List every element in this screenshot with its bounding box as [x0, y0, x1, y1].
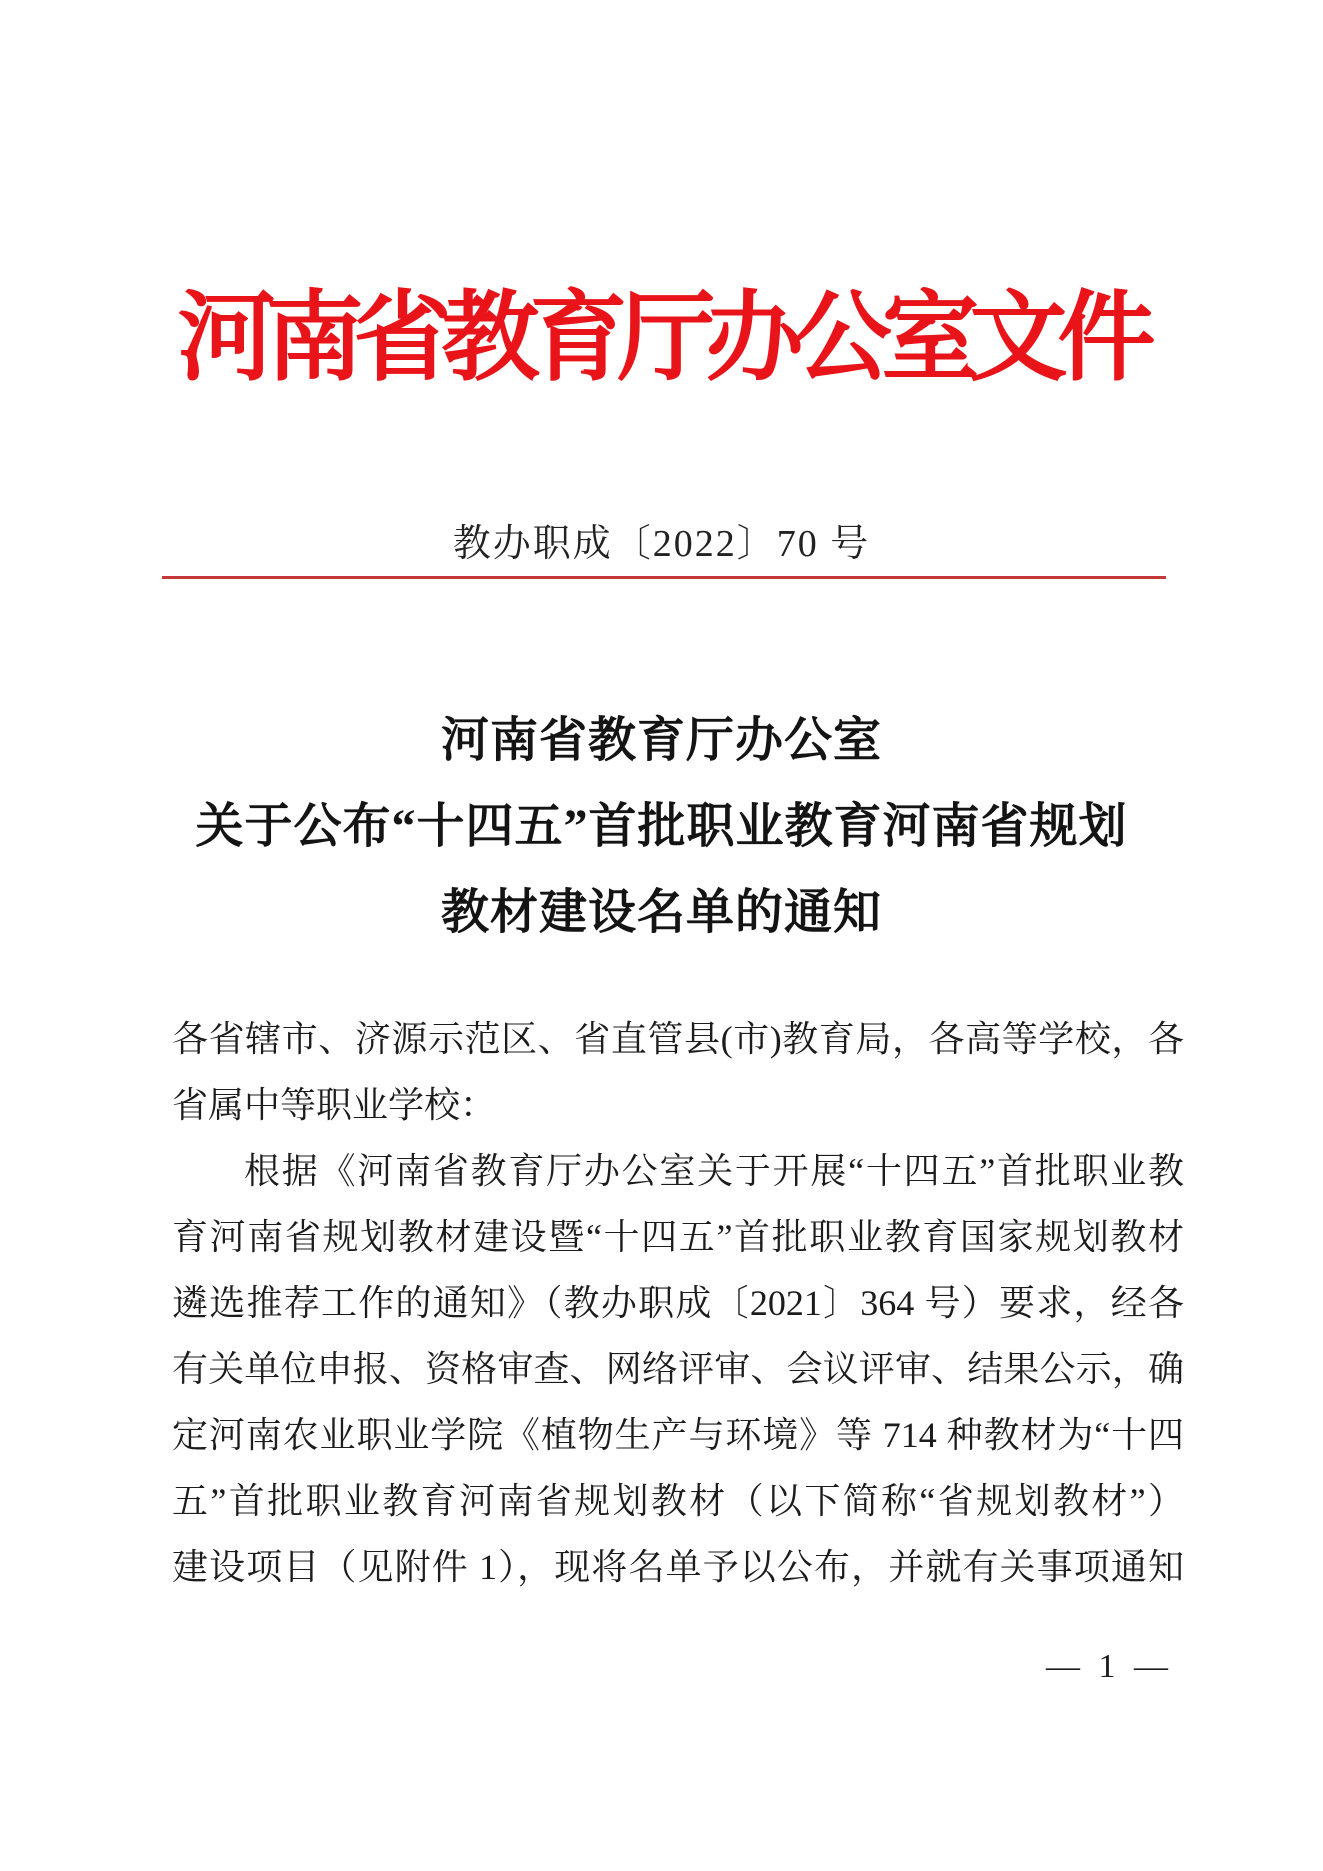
letterhead-title: 河南省教育厅办公室文件	[177, 285, 1146, 393]
body-line: 遴选推荐工作的通知》（教办职成〔2021〕364 号）要求，经各	[172, 1283, 1184, 1323]
notice-title-line-1: 河南省教育厅办公室	[440, 714, 882, 767]
body-line: 根据《河南省教育厅办公室关于开展“十四五”首批职业教	[244, 1151, 1184, 1191]
body-line: 有关单位申报、资格审查、网络评审、会议评审、结果公示，确	[172, 1349, 1184, 1389]
body-line: 五”首批职业教育河南省规划教材（以下简称“省规划教材”）	[172, 1481, 1184, 1521]
body-line: 建设项目（见附件 1），现将名单予以公布，并就有关事项通知	[172, 1547, 1184, 1587]
body-line: 各省辖市、济源示范区、省直管县(市)教育局，各高等学校，各	[172, 1019, 1184, 1059]
body-line: 育河南省规划教材建设暨“十四五”首批职业教育国家规划教材	[172, 1217, 1184, 1257]
page-number: — 1 —	[1046, 1648, 1173, 1685]
notice-title-line-3: 教材建设名单的通知	[440, 886, 882, 939]
body-line: 定河南农业职业学院《植物生产与环境》等 714 种教材为“十四	[172, 1415, 1184, 1455]
document-number: 教办职成〔2022〕70 号	[452, 523, 871, 565]
document-body	[172, 1006, 1184, 1600]
notice-title-line-2: 关于公布“十四五”首批职业教育河南省规划	[195, 800, 1128, 853]
body-line: 省属中等职业学校：	[172, 1085, 497, 1125]
notice-title	[0, 698, 1323, 956]
letterhead-divider-rule	[162, 576, 1166, 579]
